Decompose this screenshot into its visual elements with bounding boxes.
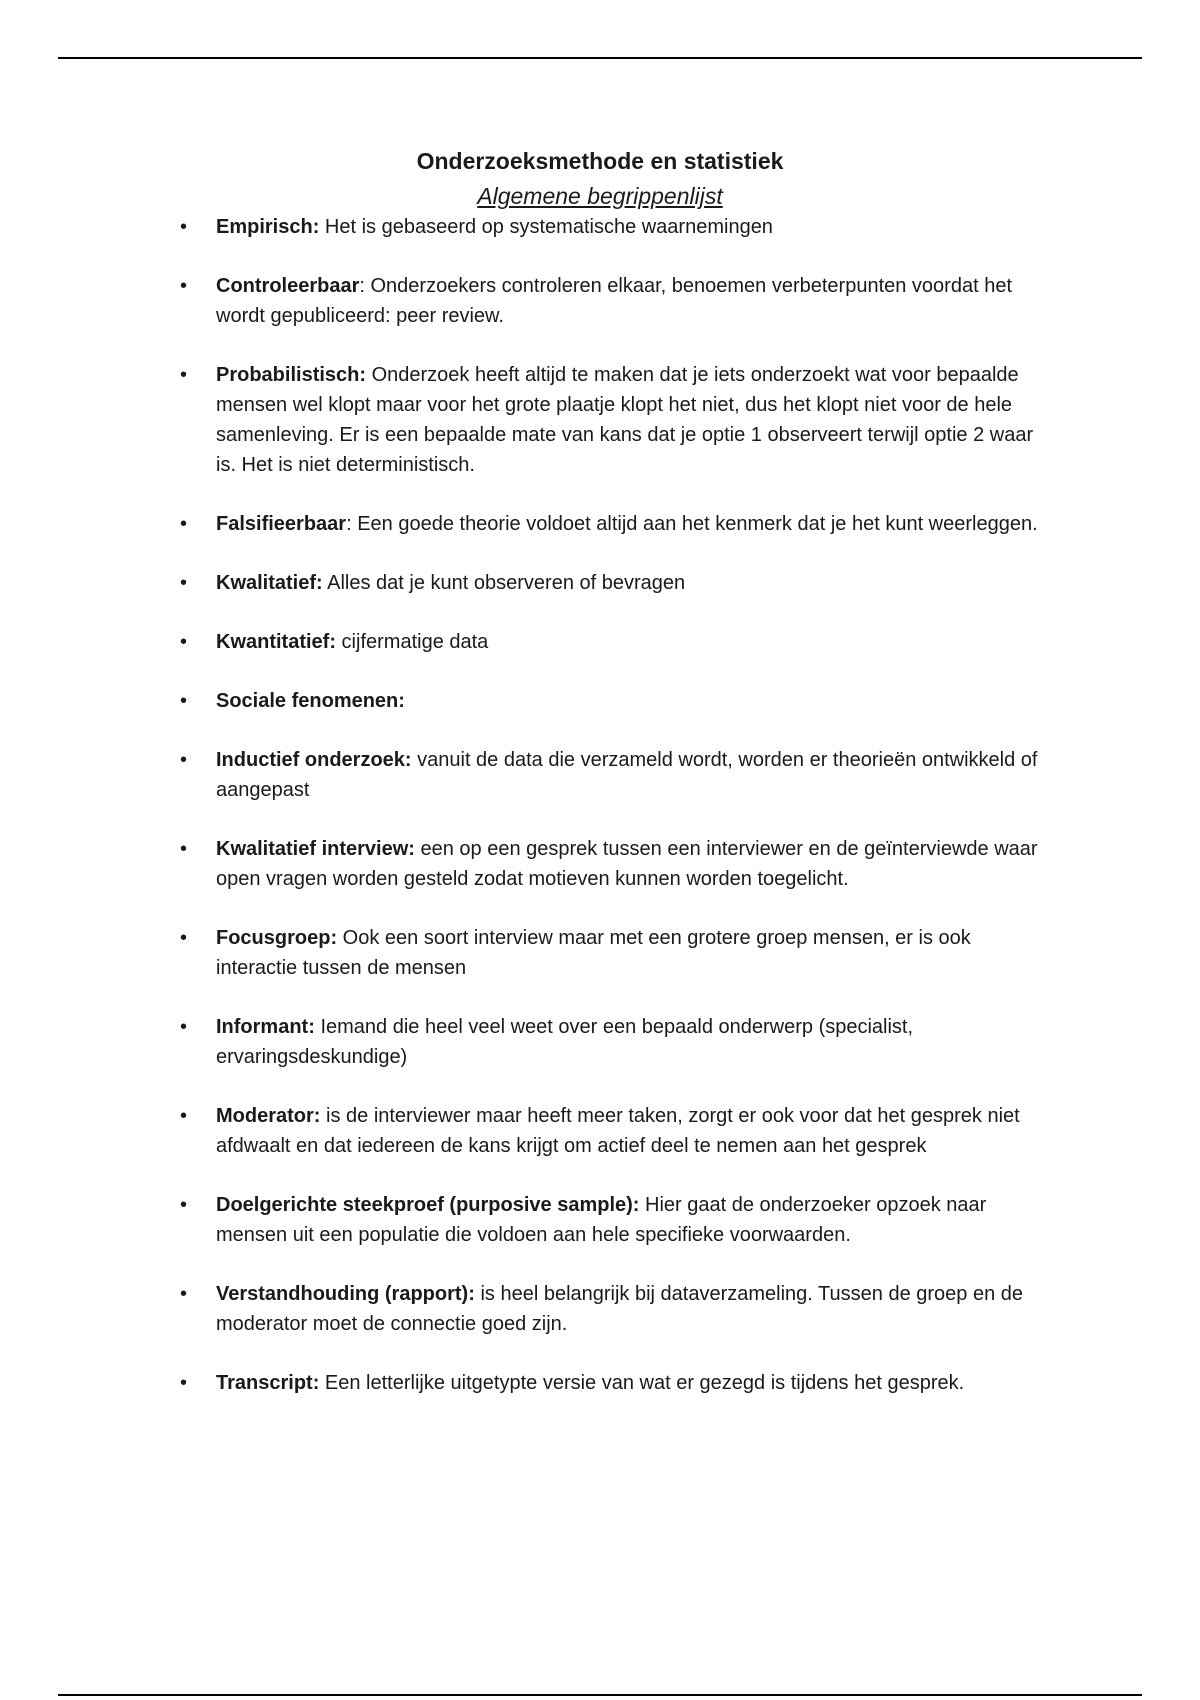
bullet-icon: • — [180, 927, 188, 949]
bullet-icon: • — [180, 690, 188, 712]
term-definition: Ook een soort interview maar met een grotere groep mensen, er is ook interactie tussen de mensen — [216, 927, 971, 979]
glossary-item — [176, 1101, 1056, 1161]
bullet-icon: • — [180, 838, 188, 860]
term-name: Informant: — [216, 1016, 315, 1038]
term-name: Sociale fenomenen: — [216, 690, 405, 712]
term-name: Controleerbaar — [216, 275, 360, 297]
term-name: Kwalitatief: — [216, 572, 323, 594]
glossary-item — [176, 1368, 1056, 1398]
term-name: Transcript: — [216, 1372, 320, 1394]
glossary-item — [176, 923, 1056, 983]
bullet-icon: • — [180, 216, 188, 238]
glossary-item — [176, 360, 1056, 480]
term-definition: Onderzoek heeft altijd te maken dat je iets onderzoekt wat voor bepaalde mensen wel klopt maar voor het grote plaatje klopt het niet, dus het klopt niet voor de hele samenleving. Er is een bepaalde mate van kans dat je optie 1 observeert terwijl optie 2 waar is. Het is niet deterministisch. — [216, 364, 1034, 476]
term-definition: Iemand die heel veel weet over een bepaald onderwerp (specialist, ervaringsdeskundige) — [216, 1016, 914, 1068]
term-name: Inductief onderzoek: — [216, 749, 412, 771]
term-name: Doelgerichte steekproef (purposive sample): — [216, 1194, 640, 1216]
glossary-item — [176, 745, 1056, 805]
glossary-item — [176, 568, 1056, 598]
glossary-item — [176, 212, 1056, 242]
bullet-icon: • — [180, 1016, 188, 1038]
term-definition: is de interviewer maar heeft meer taken, zorgt er ook voor dat het gesprek niet afdwaalt en dat iedereen de kans krijgt om actief deel te nemen aan het gesprek — [216, 1105, 1020, 1157]
glossary-item — [176, 509, 1056, 539]
term-name: Focusgroep: — [216, 927, 338, 949]
document-title: Onderzoeksmethode en statistiek — [416, 148, 784, 174]
header-rule — [58, 57, 1142, 59]
glossary-item — [176, 834, 1056, 894]
term-name: Verstandhouding (rapport): — [216, 1283, 475, 1305]
glossary-item — [176, 1190, 1056, 1250]
term-definition: vanuit de data die verzameld wordt, worden er theorieën ontwikkeld of aangepast — [216, 749, 1038, 801]
term-definition: Hier gaat de onderzoeker opzoek naar mensen uit een populatie die voldoen aan hele specifieke voorwaarden. — [216, 1194, 987, 1246]
bullet-icon: • — [180, 1372, 188, 1394]
glossary-item — [176, 627, 1056, 657]
glossary-item — [176, 1279, 1056, 1339]
term-name: Kwantitatief: — [216, 631, 336, 653]
term-name: Falsifieerbaar — [216, 513, 347, 535]
bullet-icon: • — [180, 364, 188, 386]
footer-rule — [58, 1694, 1142, 1696]
bullet-icon: • — [180, 513, 188, 535]
glossary-item — [176, 271, 1056, 331]
bullet-icon: • — [180, 275, 188, 297]
glossary-item — [176, 1012, 1056, 1072]
term-definition: Het is gebaseerd op systematische waarnemingen — [319, 216, 773, 238]
bullet-icon: • — [180, 572, 188, 594]
term-name: Moderator: — [216, 1105, 321, 1127]
bullet-icon: • — [180, 1105, 188, 1127]
term-definition: Alles dat je kunt observeren of bevragen — [322, 572, 686, 594]
term-name: Probabilistisch: — [216, 364, 367, 386]
glossary-item — [176, 686, 1056, 716]
term-definition: : Onderzoekers controleren elkaar, benoemen verbeterpunten voordat het wordt gepubliceerd: peer review. — [216, 275, 1013, 327]
term-definition: is heel belangrijk bij dataverzameling. Tussen de groep en de moderator moet de connectie goed zijn. — [216, 1283, 1024, 1335]
term-name: Kwalitatief interview: — [216, 838, 415, 860]
bullet-icon: • — [180, 1283, 188, 1305]
term-definition: : Een goede theorie voldoet altijd aan het kenmerk dat je het kunt weerleggen. — [346, 513, 1038, 535]
bullet-icon: • — [180, 1194, 188, 1216]
term-definition: Een letterlijke uitgetypte versie van wat er gezegd is tijdens het gesprek. — [319, 1372, 965, 1394]
term-definition: cijfermatige data — [336, 631, 489, 653]
bullet-icon: • — [180, 749, 188, 771]
term-name: Empirisch: — [216, 216, 320, 238]
bullet-icon: • — [180, 631, 188, 653]
glossary-list — [176, 212, 1056, 1427]
term-definition: een op een gesprek tussen een interviewer en de geïnterviewde waar open vragen worden gesteld zodat motieven kunnen worden toegelicht. — [216, 838, 1038, 890]
document-subtitle: Algemene begrippenlijst — [477, 183, 723, 209]
